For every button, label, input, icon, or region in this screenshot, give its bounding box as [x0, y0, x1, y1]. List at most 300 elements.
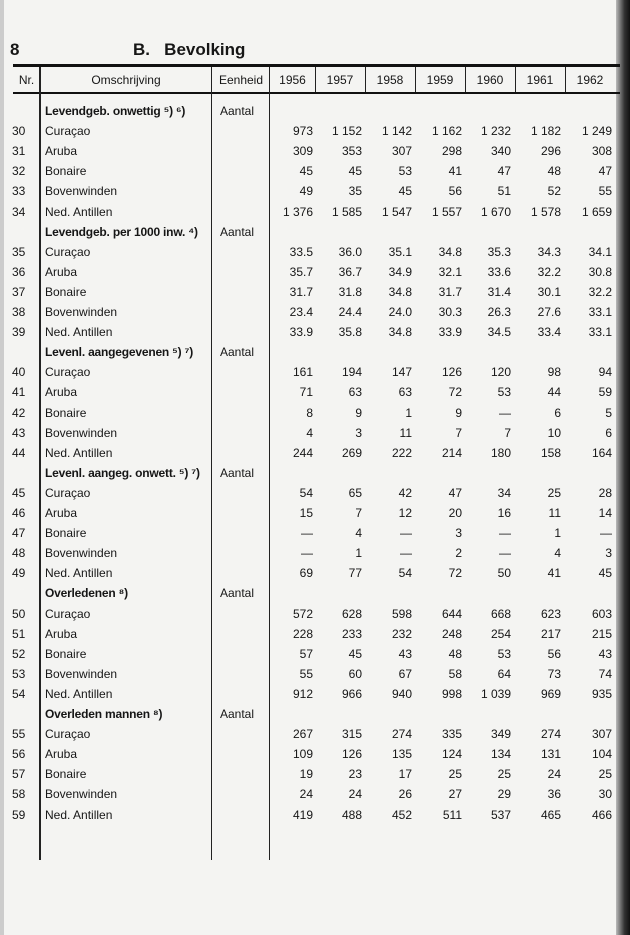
section-title: Levenl. aangeg. onwett. ⁵) ⁷) [45, 465, 200, 480]
cell-value: — [301, 546, 313, 561]
table-row [0, 483, 630, 503]
year-divider [415, 67, 416, 92]
row-label: Bonaire [45, 526, 87, 541]
section-header-row [0, 222, 630, 242]
row-number: 37 [12, 284, 26, 299]
cell-value: 1 585 [331, 204, 362, 219]
cell-value: — [600, 526, 612, 541]
cell-value: 296 [540, 144, 561, 159]
cell-value: 267 [292, 727, 313, 742]
cell-value: 3 [455, 526, 462, 541]
cell-value: 248 [441, 626, 462, 641]
table-row [0, 362, 630, 382]
cell-value: 33.1 [588, 325, 612, 340]
row-number: 30 [12, 124, 26, 139]
cell-value: 8 [306, 405, 313, 420]
table-row [0, 805, 630, 825]
cell-value: 71 [299, 385, 313, 400]
header-year: 1960 [476, 73, 504, 87]
cell-value: 4 [355, 526, 362, 541]
cell-value: 43 [598, 646, 612, 661]
table-row [0, 242, 630, 262]
cell-value: 43 [398, 646, 412, 661]
cell-value: 34.1 [588, 244, 612, 259]
cell-value: 269 [341, 445, 362, 460]
row-number: 45 [12, 485, 26, 500]
header-eenheid: Eenheid [218, 73, 264, 87]
row-label: Aruba [45, 385, 78, 400]
row-label: Curaçao [45, 365, 91, 380]
cell-value: 104 [591, 747, 612, 762]
cell-value: 74 [598, 666, 612, 681]
cell-value: 1 557 [431, 204, 462, 219]
cell-value: 31.4 [487, 284, 511, 299]
cell-value: 3 [605, 546, 612, 561]
unit-label: Aantal [220, 345, 255, 360]
cell-value: 47 [448, 485, 462, 500]
cell-value: 215 [591, 626, 612, 641]
cell-value: 24 [348, 787, 362, 802]
row-number: 50 [12, 606, 26, 621]
cell-value: 161 [292, 365, 313, 380]
row-number: 58 [12, 787, 26, 802]
cell-value: 77 [348, 566, 362, 581]
cell-value: 1 152 [331, 124, 362, 139]
cell-value: 1 670 [480, 204, 511, 219]
cell-value: 24 [299, 787, 313, 802]
cell-value: 26 [398, 787, 412, 802]
row-number: 51 [12, 626, 26, 641]
cell-value: 214 [441, 445, 462, 460]
cell-value: 180 [490, 445, 511, 460]
section-header-row [0, 342, 630, 362]
cell-value: 5 [605, 405, 612, 420]
row-number: 44 [12, 445, 26, 460]
cell-value: 41 [448, 164, 462, 179]
cell-value: 307 [391, 144, 412, 159]
row-label: Curaçao [45, 124, 91, 139]
row-number: 38 [12, 305, 26, 319]
cell-value: 7 [504, 425, 511, 440]
header-omschrijving: Omschrijving [91, 73, 161, 87]
row-number: 41 [12, 385, 26, 400]
cell-value: 1 547 [381, 204, 412, 219]
table-row [0, 262, 630, 282]
cell-value: 58 [448, 666, 462, 681]
cell-value: 44 [547, 385, 561, 400]
cell-value: 27.6 [537, 305, 561, 319]
cell-value: 34.8 [438, 244, 462, 259]
table-row [0, 403, 630, 423]
cell-value: 572 [292, 606, 313, 621]
row-label: Curaçao [45, 606, 91, 621]
table-row [0, 604, 630, 624]
cell-value: 465 [540, 807, 561, 822]
cell-value: 69 [299, 566, 313, 581]
table-row [0, 784, 630, 804]
cell-value: 12 [398, 506, 412, 520]
cell-value: 48 [547, 164, 561, 179]
cell-value: 11 [399, 425, 412, 440]
header-nr: Nr. [18, 73, 35, 87]
header-year: 1961 [526, 73, 554, 87]
cell-value: 24 [547, 767, 561, 782]
cell-value: 33.4 [537, 325, 561, 340]
cell-value: 1 [554, 526, 561, 541]
cell-value: 1 [355, 546, 362, 561]
cell-value: 47 [497, 164, 511, 179]
cell-value: 35.7 [289, 264, 313, 279]
cell-value: 56 [547, 646, 561, 661]
cell-value: 98 [547, 365, 561, 380]
cell-value: 1 142 [381, 124, 412, 139]
cell-value: 4 [306, 425, 313, 440]
cell-value: 73 [547, 666, 561, 681]
cell-value: 26.3 [487, 305, 511, 319]
cell-value: 48 [448, 646, 462, 661]
cell-value: 7 [355, 506, 362, 520]
cell-value: — [400, 526, 412, 541]
cell-value: 14 [598, 506, 612, 520]
row-number: 34 [12, 204, 26, 219]
cell-value: 20 [448, 506, 462, 520]
cell-value: 126 [441, 365, 462, 380]
cell-value: 15 [299, 506, 313, 520]
row-number: 39 [12, 325, 26, 340]
cell-value: 603 [591, 606, 612, 621]
cell-value: 27 [448, 787, 462, 802]
cell-value: 126 [341, 747, 362, 762]
row-label: Curaçao [45, 485, 91, 500]
cell-value: 23.4 [289, 305, 313, 319]
cell-value: 935 [591, 686, 612, 701]
cell-value: 1 182 [530, 124, 561, 139]
cell-value: 644 [441, 606, 462, 621]
cell-value: 488 [341, 807, 362, 822]
cell-value: 315 [341, 727, 362, 742]
cell-value: 53 [497, 385, 511, 400]
table-row [0, 322, 630, 342]
cell-value: 64 [497, 666, 511, 681]
cell-value: 35.3 [487, 244, 511, 259]
cell-value: 194 [341, 365, 362, 380]
row-number: 49 [12, 566, 26, 581]
table-row [0, 644, 630, 664]
table-row [0, 664, 630, 684]
row-label: Aruba [45, 144, 78, 159]
cell-value: 94 [598, 365, 612, 380]
cell-value: 67 [398, 666, 412, 681]
row-label: Bonaire [45, 405, 87, 420]
cell-value: 307 [591, 727, 612, 742]
row-number: 33 [12, 184, 26, 199]
unit-label: Aantal [220, 224, 255, 239]
cell-value: 34.5 [487, 325, 511, 340]
table-row [0, 443, 630, 463]
header-year: 1959 [426, 73, 454, 87]
cell-value: 57 [299, 646, 313, 661]
row-number: 59 [12, 807, 26, 822]
table-row [0, 744, 630, 764]
cell-value: 973 [292, 124, 313, 139]
row-label: Bonaire [45, 767, 87, 782]
cell-value: 912 [292, 686, 313, 701]
cell-value: 135 [391, 747, 412, 762]
cell-value: 30 [598, 787, 612, 802]
page-number: 8 [10, 40, 20, 59]
cell-value: 50 [497, 566, 511, 581]
cell-value: 598 [391, 606, 412, 621]
cell-value: 63 [348, 385, 362, 400]
row-number: 32 [12, 164, 26, 179]
cell-value: 2 [455, 546, 462, 561]
cell-value: 1 376 [282, 204, 313, 219]
row-number: 43 [12, 425, 26, 440]
table-row [0, 563, 630, 583]
row-number: 54 [12, 686, 26, 701]
row-label: Aruba [45, 264, 78, 279]
cell-value: 124 [441, 747, 462, 762]
cell-value: 340 [490, 144, 511, 159]
cell-value: 34.3 [537, 244, 561, 259]
cell-value: 298 [441, 144, 462, 159]
cell-value: 72 [448, 385, 462, 400]
cell-value: 6 [554, 405, 561, 420]
cell-value: 42 [398, 485, 412, 500]
cell-value: 51 [497, 184, 511, 199]
cell-value: 35 [348, 184, 362, 199]
row-label: Bovenwinden [45, 787, 118, 802]
cell-value: 36 [547, 787, 561, 802]
cell-value: 59 [598, 385, 612, 400]
cell-value: 45 [348, 646, 362, 661]
cell-value: 120 [490, 365, 511, 380]
row-number: 35 [12, 244, 26, 259]
header-year: 1956 [279, 73, 306, 87]
cell-value: — [499, 405, 511, 420]
table-row [0, 141, 630, 161]
cell-value: 3 [355, 425, 362, 440]
unit-label: Aantal [220, 707, 255, 721]
cell-value: 19 [299, 767, 313, 782]
cell-value: 966 [341, 686, 362, 701]
header-year: 1957 [326, 73, 354, 87]
cell-value: 353 [341, 144, 362, 159]
table-row [0, 121, 630, 141]
cell-value: 25 [598, 767, 612, 782]
unit-label: Aantal [220, 586, 255, 601]
cell-value: 308 [591, 144, 612, 159]
cell-value: 33.5 [289, 244, 313, 259]
header-year: 1962 [576, 73, 604, 87]
row-label: Ned. Antillen [45, 566, 113, 581]
row-label: Curaçao [45, 244, 91, 259]
row-label: Ned. Antillen [45, 807, 113, 822]
cell-value: 1 [405, 405, 412, 420]
cell-value: 63 [398, 385, 412, 400]
cell-value: 1 249 [581, 124, 612, 139]
cell-value: 34.8 [388, 284, 412, 299]
row-number: 55 [12, 727, 26, 742]
row-number: 31 [12, 144, 26, 159]
cell-value: 72 [448, 566, 462, 581]
cell-value: 53 [398, 164, 412, 179]
cell-value: 274 [391, 727, 412, 742]
row-label: Bovenwinden [45, 305, 118, 319]
table-row [0, 684, 630, 704]
cell-value: — [499, 546, 511, 561]
cell-value: 228 [292, 626, 313, 641]
cell-value: 60 [348, 666, 362, 681]
section-title: Levendgeb. onwettig ⁵) ⁶) [45, 104, 186, 118]
cell-value: — [301, 526, 313, 541]
cell-value: 232 [391, 626, 412, 641]
row-number: 56 [12, 747, 26, 762]
cell-value: 55 [299, 666, 313, 681]
cell-value: 9 [355, 405, 362, 420]
cell-value: 32.1 [438, 264, 462, 279]
row-label: Curaçao [45, 727, 91, 742]
table-row [0, 202, 630, 222]
row-number: 40 [12, 365, 26, 380]
cell-value: 25 [547, 485, 561, 500]
cell-value: 628 [341, 606, 362, 621]
page-title: B. Bevolking [133, 40, 246, 59]
cell-value: 1 039 [480, 686, 511, 701]
table-row [0, 302, 630, 322]
cell-value: 30.3 [438, 305, 462, 319]
cell-value: 55 [598, 184, 612, 199]
table-row [0, 523, 630, 543]
row-label: Bovenwinden [45, 425, 118, 440]
table-row [0, 423, 630, 443]
cell-value: 940 [391, 686, 412, 701]
cell-value: 35.8 [338, 325, 362, 340]
cell-value: 32.2 [537, 264, 561, 279]
cell-value: 52 [547, 184, 561, 199]
section-header-row [0, 101, 630, 121]
cell-value: 33.9 [438, 325, 462, 340]
row-label: Bovenwinden [45, 546, 118, 561]
header-year: 1958 [376, 73, 404, 87]
cell-value: 24.4 [338, 305, 362, 319]
cell-value: — [400, 546, 412, 561]
cell-value: 53 [497, 646, 511, 661]
cell-value: 222 [391, 445, 412, 460]
cell-value: 623 [540, 606, 561, 621]
cell-value: — [499, 526, 511, 541]
row-number: 52 [12, 646, 26, 661]
cell-value: 28 [598, 485, 612, 500]
section-title: Levenl. aangegevenen ⁵) ⁷) [45, 345, 194, 360]
cell-value: 45 [299, 164, 313, 179]
cell-value: 349 [490, 727, 511, 742]
section-title: Levendgeb. per 1000 inw. ⁴) [45, 224, 198, 239]
cell-value: 31.7 [289, 284, 313, 299]
cell-value: 35.1 [388, 244, 412, 259]
year-divider [465, 67, 466, 92]
cell-value: 511 [442, 807, 462, 822]
row-label: Bovenwinden [45, 666, 118, 681]
row-number: 48 [12, 546, 26, 561]
table-row [0, 764, 630, 784]
cell-value: 54 [398, 566, 412, 581]
cell-value: 254 [490, 626, 511, 641]
cell-value: 335 [441, 727, 462, 742]
cell-value: 998 [441, 686, 462, 701]
cell-value: 1 659 [581, 204, 612, 219]
cell-value: 25 [448, 767, 462, 782]
cell-value: 233 [341, 626, 362, 641]
row-label: Ned. Antillen [45, 325, 113, 340]
table-row [0, 624, 630, 644]
cell-value: 134 [490, 747, 511, 762]
table-row [0, 161, 630, 181]
section-title: Overleden mannen ⁸) [45, 707, 163, 721]
section-header-row [0, 704, 630, 724]
row-number: 46 [12, 506, 26, 520]
cell-value: 36.7 [338, 264, 362, 279]
section-title: Overledenen ⁸) [45, 586, 128, 601]
year-divider [515, 67, 516, 92]
cell-value: 11 [548, 506, 561, 520]
year-divider [315, 67, 316, 92]
cell-value: 109 [292, 747, 313, 762]
table-row [0, 382, 630, 402]
cell-value: 147 [391, 365, 412, 380]
table-row [0, 181, 630, 201]
cell-value: 32.2 [588, 284, 612, 299]
cell-value: 24.0 [388, 305, 412, 319]
table-row [0, 282, 630, 302]
cell-value: 16 [497, 506, 511, 520]
section-header-row [0, 583, 630, 603]
cell-value: 45 [348, 164, 362, 179]
cell-value: 34.8 [388, 325, 412, 340]
row-number: 42 [12, 405, 26, 420]
cell-value: 31.8 [338, 284, 362, 299]
header-rule [13, 92, 620, 94]
row-label: Bonaire [45, 284, 87, 299]
unit-label: Aantal [220, 104, 255, 118]
section-header-row [0, 463, 630, 483]
cell-value: 244 [292, 445, 313, 460]
row-label: Bonaire [45, 646, 87, 661]
cell-value: 34.9 [388, 264, 412, 279]
cell-value: 34 [497, 485, 511, 500]
cell-value: 29 [497, 787, 511, 802]
cell-value: 466 [591, 807, 612, 822]
cell-value: 45 [398, 184, 412, 199]
row-number: 57 [12, 767, 26, 782]
cell-value: 36.0 [338, 244, 362, 259]
cell-value: 274 [540, 727, 561, 742]
cell-value: 33.1 [588, 305, 612, 319]
cell-value: 31.7 [438, 284, 462, 299]
cell-value: 6 [605, 425, 612, 440]
cell-value: 164 [591, 445, 612, 460]
row-number: 36 [12, 264, 26, 279]
row-label: Bonaire [45, 164, 87, 179]
cell-value: 30.1 [537, 284, 561, 299]
row-label: Aruba [45, 747, 78, 762]
cell-value: 1 232 [480, 124, 511, 139]
year-divider [365, 67, 366, 92]
row-label: Ned. Antillen [45, 686, 113, 701]
cell-value: 7 [455, 425, 462, 440]
cell-value: 25 [497, 767, 511, 782]
cell-value: 419 [292, 807, 313, 822]
